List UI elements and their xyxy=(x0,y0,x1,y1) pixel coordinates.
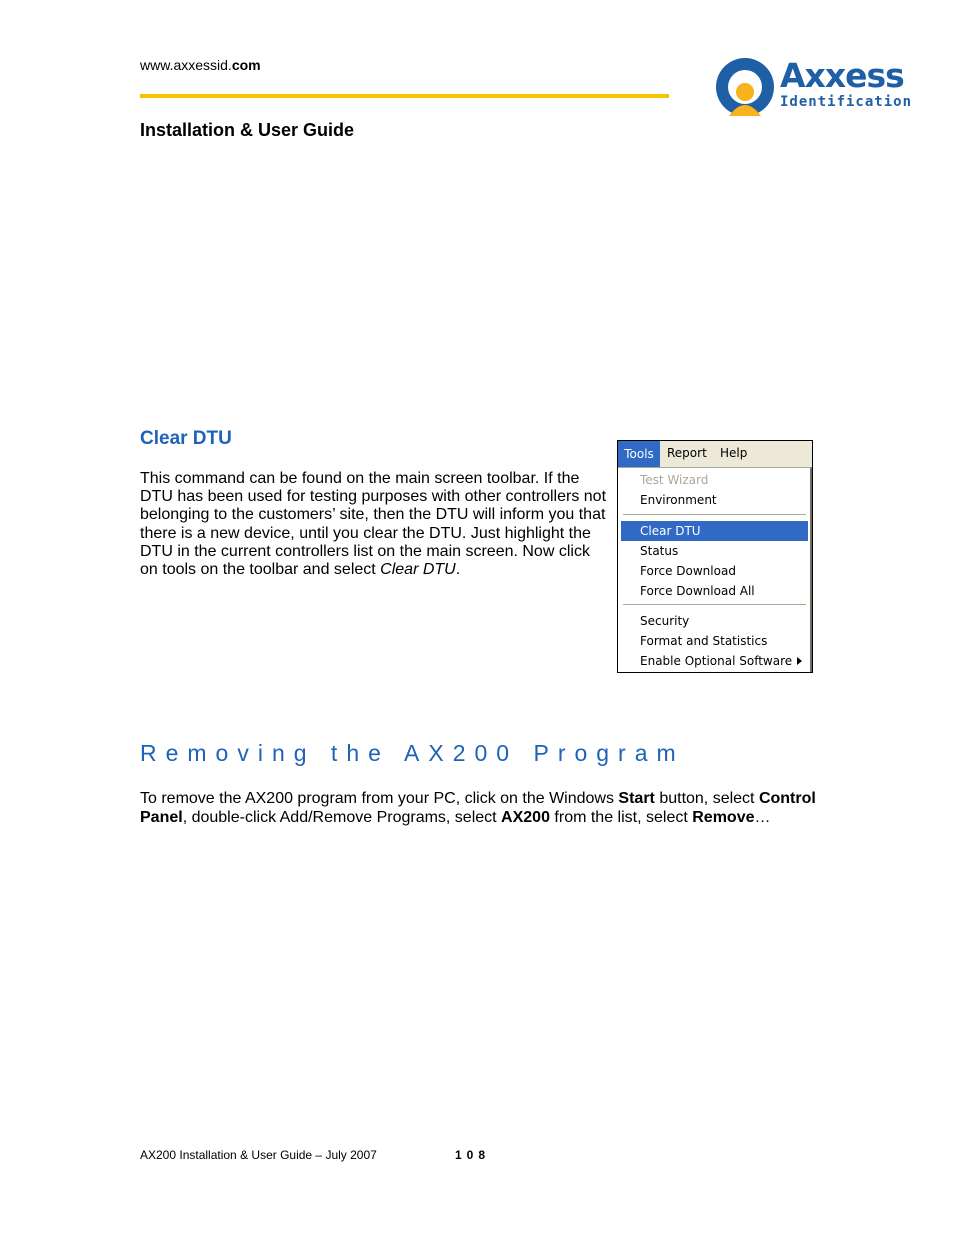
tools-menu-screenshot xyxy=(617,440,813,673)
logo-subtitle: Identification xyxy=(780,94,913,110)
removing-bold-remove: Remove xyxy=(692,809,755,826)
removing-text-4: from the list, select xyxy=(549,809,693,826)
website-url-suffix: com xyxy=(231,57,261,73)
clear-dtu-text-end: . xyxy=(455,561,461,579)
removing-text-5: … xyxy=(754,809,771,826)
header-rule xyxy=(140,94,669,98)
website-url-prefix: www.axxessid. xyxy=(140,57,232,73)
menu-item-enable-optional-software[interactable] xyxy=(621,651,808,671)
menu-tools[interactable]: Tools xyxy=(618,441,660,467)
menu-report[interactable]: Report xyxy=(667,446,707,460)
removing-bold-ax200: AX200 xyxy=(501,809,550,826)
guide-title: Installation & User Guide xyxy=(140,120,355,140)
menu-separator xyxy=(623,514,806,516)
menu-item-security[interactable]: Security xyxy=(640,614,690,628)
removing-heading: Removing the AX200 Program xyxy=(140,740,685,766)
menu-bar xyxy=(618,441,812,467)
removing-text-1: To remove the AX200 program from your PC, click on the Windows xyxy=(140,790,619,807)
clear-dtu-text: This command can be found on the main screen toolbar. If the DTU has been used for testing purposes with other controllers not belonging to the customers’ site, then the DTU will inform you that there is a new device, until you clear the DTU. Just highlight the DTU in the current controllers list on the main screen. Now click on tools on the toolbar and select xyxy=(140,470,607,579)
menu-item-status[interactable]: Status xyxy=(640,544,679,558)
clear-dtu-heading: Clear DTU xyxy=(140,428,232,449)
clear-dtu-paragraph xyxy=(140,470,610,579)
menu-item-format-and-statistics[interactable]: Format and Statistics xyxy=(640,634,768,648)
removing-paragraph xyxy=(140,789,820,827)
menu-help[interactable]: Help xyxy=(720,446,748,460)
removing-bold-start: Start xyxy=(618,790,655,807)
removing-text-3: , double-click Add/Remove Programs, select xyxy=(182,809,502,826)
removing-bold-control-panel: Control Panel xyxy=(140,790,816,826)
tools-dropdown xyxy=(618,467,812,672)
logo-person-icon xyxy=(712,54,778,120)
footer-text: AX200 Installation & User Guide – July 2007 xyxy=(140,1148,377,1162)
menu-item-enable-optional-software-label: Enable Optional Software xyxy=(640,654,793,668)
submenu-arrow-icon xyxy=(797,657,802,665)
menu-item-environment[interactable]: Environment xyxy=(640,493,717,507)
removing-text-2: button, select xyxy=(654,790,759,807)
logo-wordmark: Axxess xyxy=(780,56,904,95)
page-number: 108 xyxy=(455,1148,491,1162)
menu-item-force-download-all[interactable]: Force Download All xyxy=(640,584,755,598)
menu-item-force-download[interactable]: Force Download xyxy=(640,564,736,578)
menu-item-test-wizard[interactable]: Test Wizard xyxy=(640,473,709,487)
clear-dtu-italic: Clear DTU xyxy=(380,561,456,579)
menu-separator xyxy=(623,604,806,606)
menu-item-clear-dtu[interactable]: Clear DTU xyxy=(621,521,808,541)
axxess-logo xyxy=(712,52,913,122)
website-url xyxy=(140,57,261,73)
